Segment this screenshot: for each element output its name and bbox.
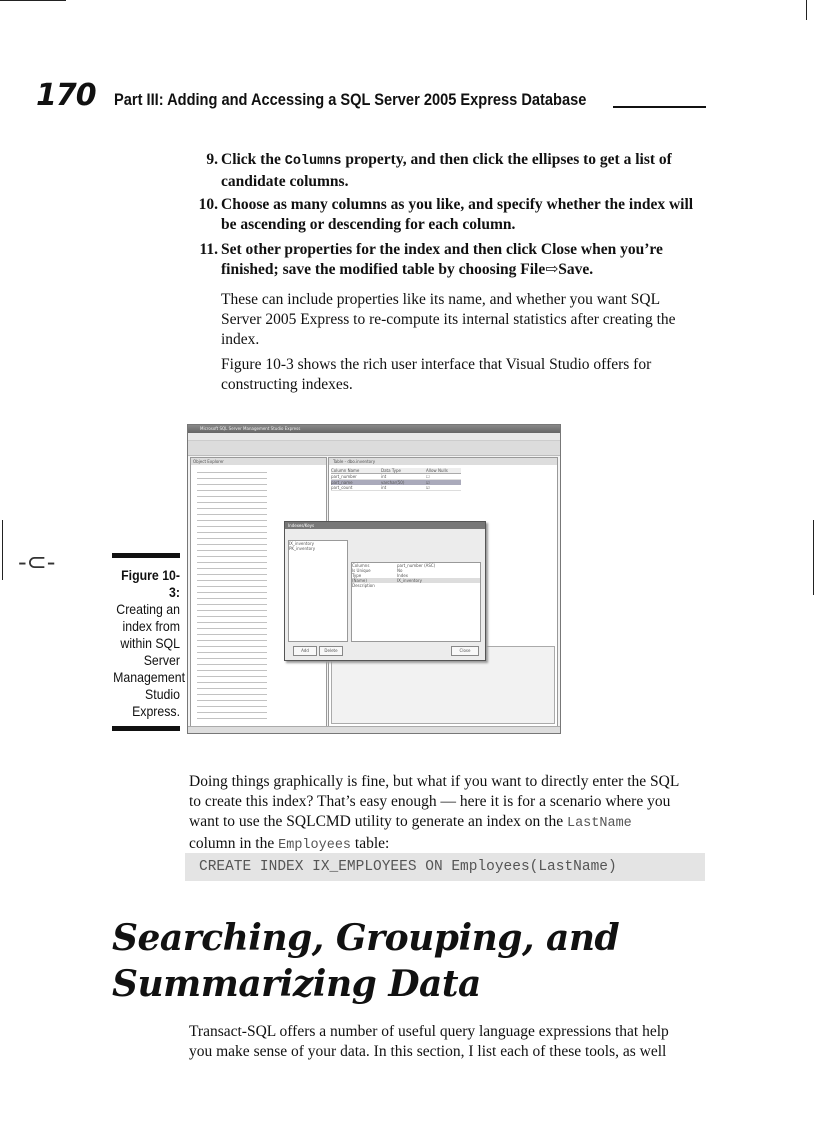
window-titlebar: Microsoft SQL Server Management Studio Express <box>188 425 560 433</box>
object-explorer-title: Object Explorer <box>191 458 326 465</box>
figure-caption <box>113 567 186 720</box>
step-9: 9. Click the Columns property, and then click the ellipses to get a list of candidate columns. <box>190 150 710 192</box>
code-inline: Columns <box>284 154 342 169</box>
dialog-titlebar: Indexes/Keys <box>285 522 485 529</box>
indexes-keys-dialog <box>284 521 486 661</box>
crop-mark-top-right <box>806 0 807 20</box>
after-figure-paragraph: Doing things graphically is fine, but what if you want to directly enter the SQL to create this index? That’s easy enough — here it is for a scenario where you want to use the SQLCMD utility to generate an index on the LastName column in the Employees table: <box>189 773 680 853</box>
status-bar <box>188 726 560 733</box>
index-list: IX_inventory PK_inventory <box>288 540 348 642</box>
section-title-line2: Summarizing Data <box>112 963 481 1005</box>
index-properties: Columns part_number (ASC) Is Unique No Type Index (Name) IX_inventory Description <box>351 562 481 642</box>
part-title: Part III: Adding and Accessing a SQL Server 2005 Express Database <box>114 90 587 109</box>
code-inline: Employees <box>278 838 352 853</box>
page-number: 170 <box>36 78 96 113</box>
section-title-line1: Searching, Grouping, and <box>112 917 620 959</box>
dialog-add-button[interactable]: Add <box>293 646 317 656</box>
code-block: CREATE INDEX IX_EMPLOYEES ON Employees(LastName) <box>185 853 705 881</box>
code-inline: LastName <box>566 816 632 831</box>
dialog-close-button[interactable]: Close <box>451 646 479 656</box>
toolbar <box>188 441 560 456</box>
step-paragraph-1: These can include properties like its name, and whether you want SQL Server 2005 Express to re-compute its internal statistics after creating the index. <box>221 291 676 348</box>
caption-bar-top <box>112 553 180 558</box>
step-number: 9. <box>206 151 218 168</box>
crop-mark-right <box>813 520 814 595</box>
step-paragraph-2: Figure 10-3 shows the rich user interface that Visual Studio offers for constructing indexes. <box>221 356 652 393</box>
step-10 <box>190 195 710 235</box>
figure-label: Figure 10-3: <box>121 567 180 600</box>
caption-bar-bottom <box>112 726 180 731</box>
step-text: Set other properties for the index and then click Close when you’re finished; save the modified table by choosing File⇨Save. <box>221 241 663 278</box>
document-tab: Table - dbo.inventory <box>329 458 557 465</box>
step-text: Choose as many columns as you like, and specify whether the index will be ascending or descending for each column. <box>221 196 694 233</box>
crop-mark-top-left <box>0 0 66 1</box>
section-paragraph: Transact-SQL offers a number of useful query language expressions that help you make sense of your data. In this section, I list each of these tools, as well <box>189 1023 669 1060</box>
figure-screenshot <box>187 424 561 734</box>
step-number: 10. <box>198 196 218 213</box>
step-number: 11. <box>199 241 218 258</box>
dialog-delete-button[interactable]: Delete <box>319 646 343 656</box>
figure-caption-text: Creating an index from within SQL Server Management Studio Express. <box>113 601 186 719</box>
registration-mark-icon: -⊂- <box>18 548 56 576</box>
crop-mark-left <box>2 520 3 580</box>
menu-bar <box>188 433 560 441</box>
column-grid: Column Name Data Type Allow Nulls part_number int ☐ part_name varchar(50) ☑ part_count int ☑ <box>331 468 461 491</box>
step-11 <box>190 240 710 280</box>
header-rule <box>613 106 706 108</box>
object-tree <box>197 472 267 722</box>
